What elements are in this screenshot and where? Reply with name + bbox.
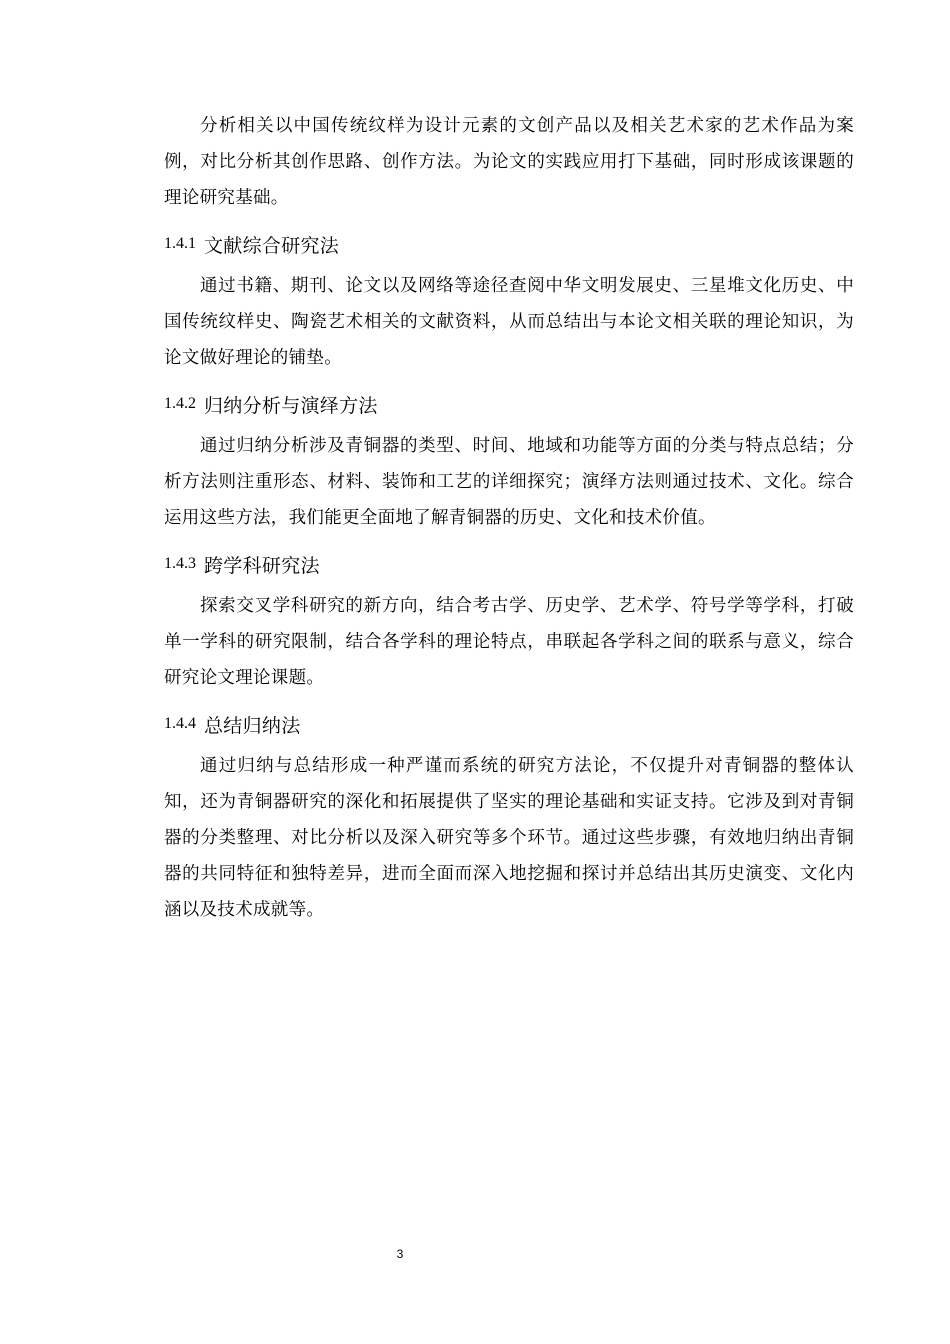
section-title: 归纳分析与演绎方法 — [204, 394, 378, 417]
section-title: 跨学科研究法 — [204, 554, 320, 577]
section-heading-1-4-3 — [164, 540, 854, 588]
section-heading-1-4-4 — [164, 700, 854, 748]
section-number: 1.4.1 — [164, 235, 196, 252]
section-body-1-4-3: 探索交叉学科研究的新方向，结合考古学、历史学、艺术学、符号学等学科，打破单一学科的研究限制，结合各学科的理论特点，串联起各学科之间的联系与意义，综合研究论文理论课题。 — [164, 596, 854, 688]
section-heading-1-4-2 — [164, 380, 854, 428]
section-body-1-4-1: 通过书籍、期刊、论文以及网络等途径查阅中华文明发展史、三星堆文化历史、中国传统纹样史、陶瓷艺术相关的文献资料，从而总结出与本论文相关联的理论知识，为论文做好理论的铺垫。 — [164, 276, 854, 368]
section-number: 1.4.2 — [164, 395, 196, 412]
section-body-1-4-4: 通过归纳与总结形成一种严谨而系统的研究方法论，不仅提升对青铜器的整体认知，还为青铜器研究的深化和拓展提供了坚实的理论基础和实证支持。它涉及到对青铜器的分类整理、对比分析以及深入研究等多个环节。通过这些步骤，有效地归纳出青铜器的共同特征和独特差异，进而全面而深入地挖掘和探讨并总结出其历史演变、文化内涵以及技术成就等。 — [164, 756, 854, 920]
section-number: 1.4.3 — [164, 555, 196, 572]
section-heading-1-4-1 — [164, 220, 854, 268]
intro-paragraph: 分析相关以中国传统纹样为设计元素的文创产品以及相关艺术家的艺术作品为案例，对比分析其创作思路、创作方法。为论文的实践应用打下基础，同时形成该课题的理论研究基础。 — [164, 116, 854, 208]
section-body-1-4-2: 通过归纳分析涉及青铜器的类型、时间、地域和功能等方面的分类与特点总结；分析方法则注重形态、材料、装饰和工艺的详细探究；演绎方法则通过技术、文化。综合运用这些方法，我们能更全面地了解青铜器的历史、文化和技术价值。 — [164, 436, 854, 528]
section-title: 总结归纳法 — [204, 714, 301, 737]
section-number: 1.4.4 — [164, 715, 196, 732]
section-title: 文献综合研究法 — [204, 234, 340, 257]
document-page — [164, 108, 854, 928]
page-number: 3 — [396, 1247, 404, 1261]
